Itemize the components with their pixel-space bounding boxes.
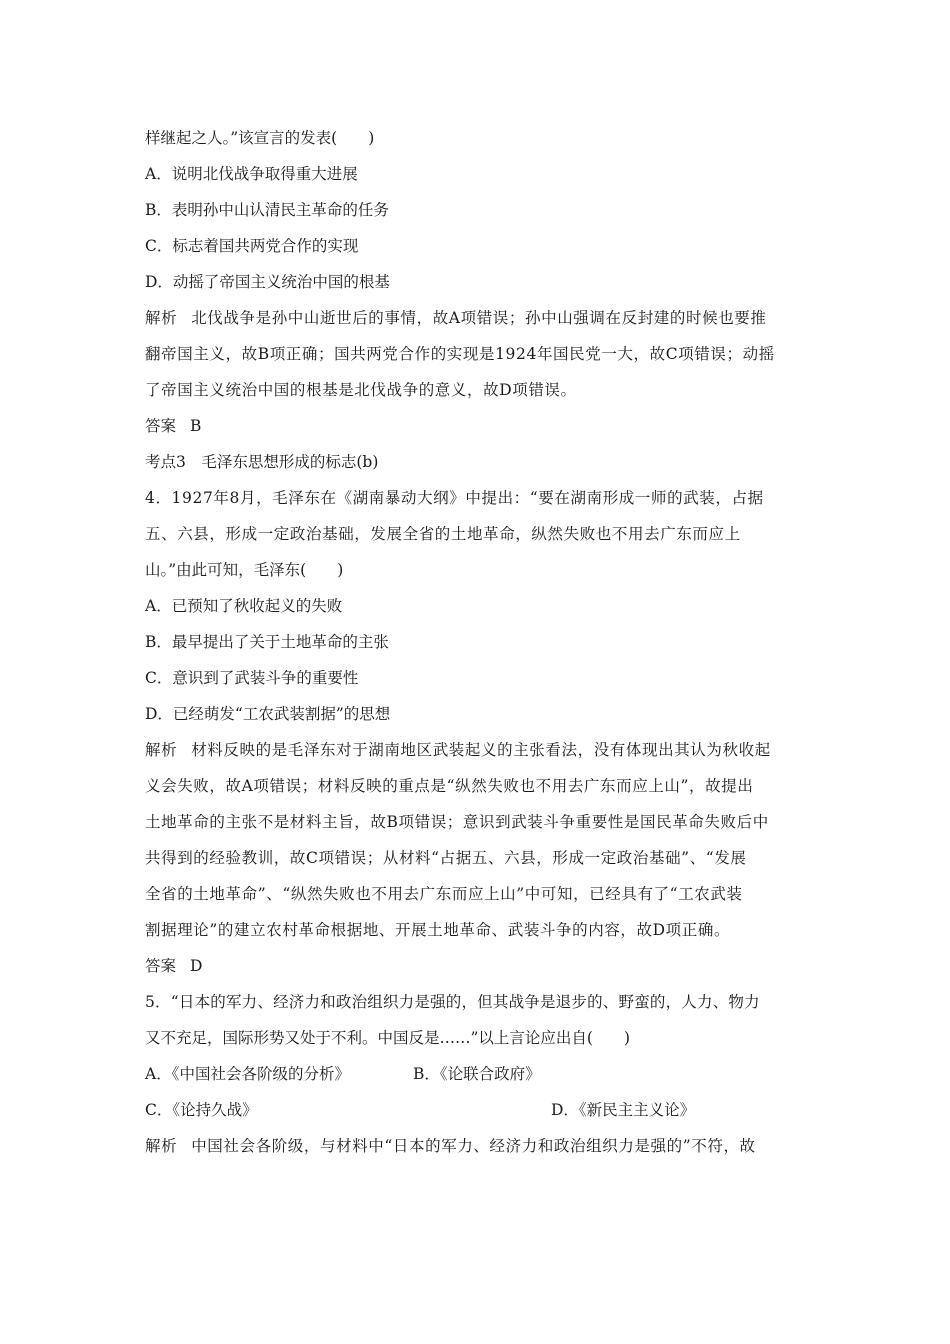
- option-d: D．《新民主主义论》: [551, 1101, 696, 1119]
- question-stem-continuation: 样继起之人。”该宣言的发表( ): [145, 129, 375, 147]
- question-4-stem: 4．1927年8月，毛泽东在《湖南暴动大纲》中提出：“要在湖南形成一师的武装，占据: [145, 489, 764, 507]
- question-5-stem: 5．“日本的军力、经济力和政治组织力是强的，但其战争是退步的、野蛮的，人力、物力: [145, 993, 760, 1011]
- analysis-paragraph: [145, 307, 767, 329]
- option-c: C．标志着国共两党合作的实现: [145, 237, 359, 255]
- option-b: B．《论联合政府》: [413, 1065, 541, 1083]
- option-c: C．意识到了武装斗争的重要性: [145, 669, 359, 687]
- option-b: B．表明孙中山认清民主革命的任务: [145, 201, 389, 219]
- question-4-stem-line: 五、六县，形成一定政治基础，发展全省的土地革命，纵然失败也不用去广东而应上: [145, 525, 741, 543]
- option-b: B．最早提出了关于土地革命的主张: [145, 633, 389, 651]
- answer-row: [145, 415, 201, 437]
- question-4-stem-line: 山。”由此可知，毛泽东( ): [145, 561, 344, 579]
- option-a: A．说明北伐战争取得重大进展: [145, 165, 358, 183]
- answer-label: 答案: [145, 957, 177, 975]
- analysis-paragraph: [145, 1135, 756, 1157]
- option-d: D．动摇了帝国主义统治中国的根基: [145, 273, 390, 291]
- option-d: D．已经萌发“工农武装割据”的思想: [145, 705, 391, 723]
- answer-value: B: [190, 417, 202, 435]
- analysis-paragraph: [145, 739, 771, 761]
- question-5-stem-line: 又不充足，国际形势又处于不利。中国反是……”以上言论应出自( ): [145, 1029, 631, 1047]
- analysis-label: 解析: [145, 741, 178, 759]
- analysis-text: 材料反映的是毛泽东对于湖南地区武装起义的主张看法，没有体现出其认为秋收起: [191, 741, 771, 759]
- analysis-line: 义会失败，故A项错误；材料反映的重点是“纵然失败也不用去广东而应上山”，故提出: [145, 777, 754, 795]
- option-a: A．已预知了秋收起义的失败: [145, 597, 343, 615]
- analysis-label: 解析: [145, 309, 178, 327]
- analysis-label: 解析: [145, 1137, 178, 1155]
- option-a: A．《中国社会各阶级的分析》: [145, 1065, 350, 1083]
- analysis-text: 中国社会各阶级，与材料中“日本的军力、经济力和政治组织力是强的”不符，故: [191, 1137, 756, 1155]
- answer-label: 答案: [145, 417, 177, 435]
- answer-row: [145, 955, 202, 977]
- analysis-text: 北伐战争是孙中山逝世后的事情，故A项错误；孙中山强调在反封建的时候也要推: [191, 309, 767, 327]
- answer-value: D: [190, 957, 203, 975]
- option-c: C．《论持久战》: [145, 1101, 258, 1119]
- analysis-line: 了帝国主义统治中国的根基是北伐战争的意义，故D项错误。: [145, 381, 577, 399]
- section-heading: 考点3 毛泽东思想形成的标志(b): [145, 453, 379, 471]
- analysis-line: 翻帝国主义，故B项正确；国共两党合作的实现是1924年国民党一大，故C项错误；动摇: [145, 345, 775, 363]
- analysis-line: 割据理论”的建立农村革命根据地、开展土地革命、武装斗争的内容，故D项正确。: [145, 921, 731, 939]
- analysis-line: 全省的土地革命”、“纵然失败也不用去广东而应上山”中可知，已经具有了“工农武装: [145, 885, 743, 903]
- analysis-line: 共得到的经验教训，故C项错误；从材料“占据五、六县，形成一定政治基础”、“发展: [145, 849, 747, 867]
- analysis-line: 土地革命的主张不是材料主旨，故B项错误；意识到武装斗争重要性是国民革命失败后中: [145, 813, 769, 831]
